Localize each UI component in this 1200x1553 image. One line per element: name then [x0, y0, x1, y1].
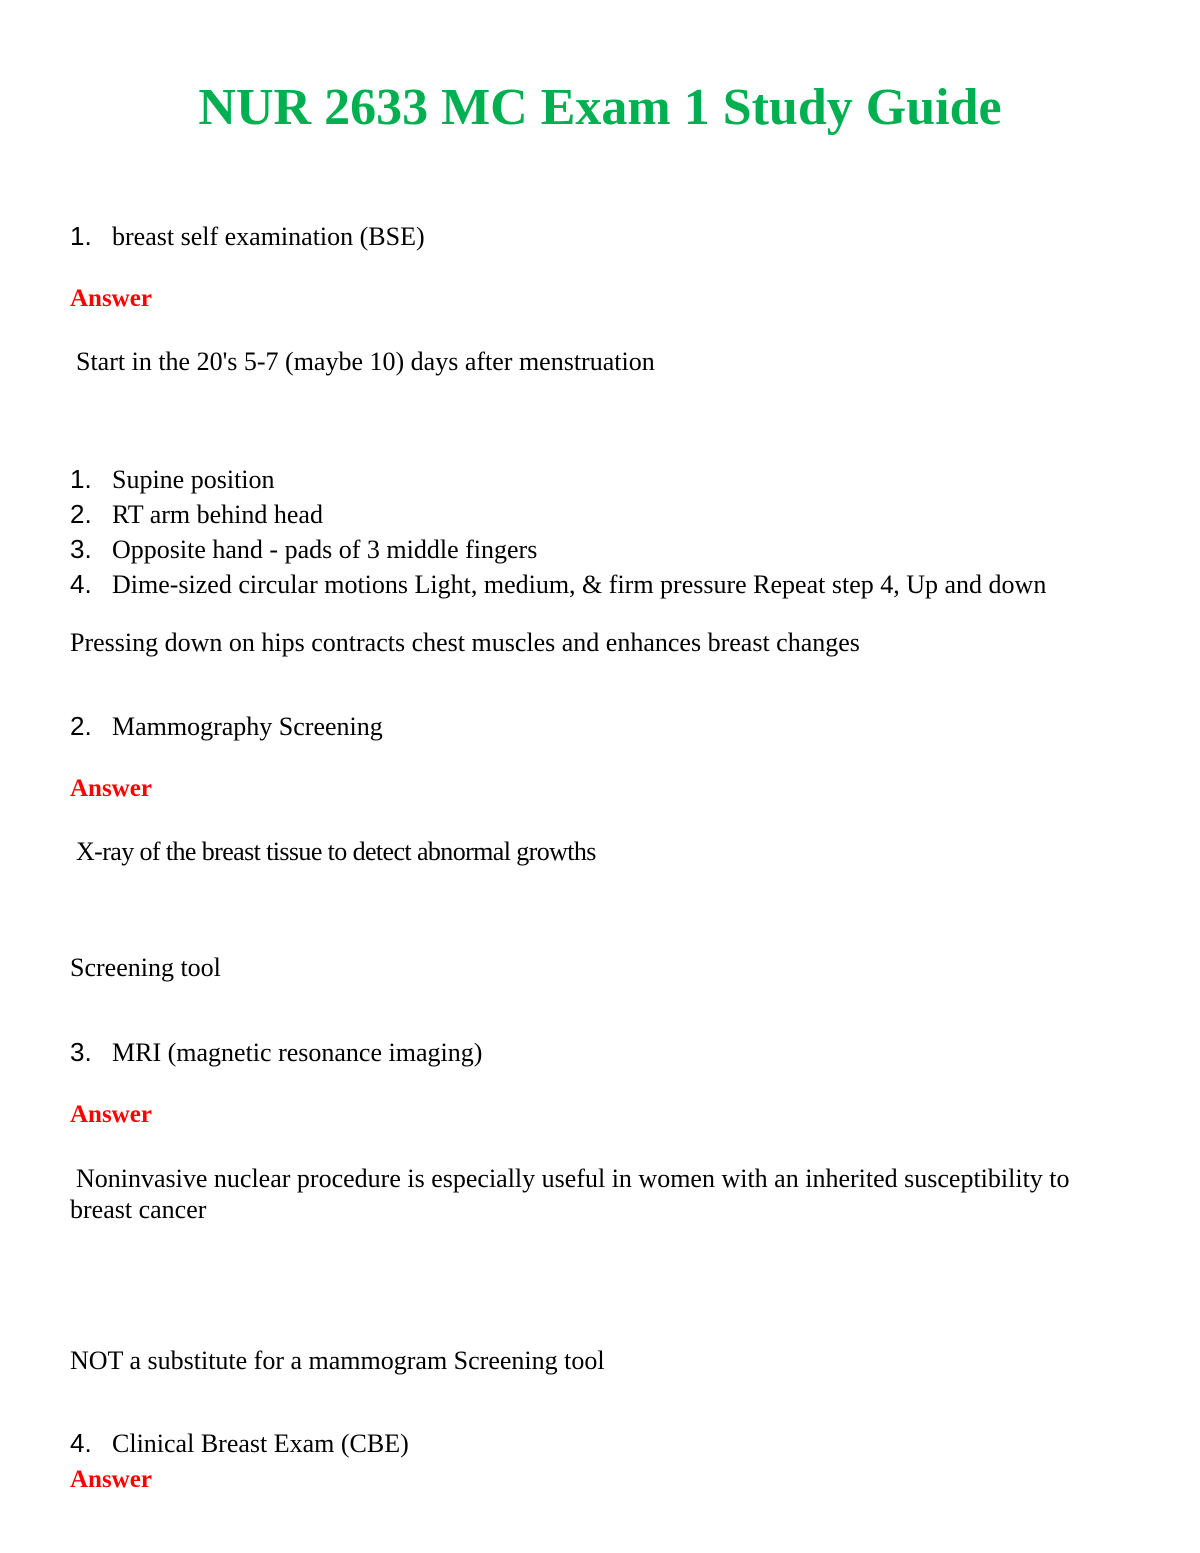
- note-text-2: Screening tool: [70, 953, 221, 982]
- question-number: 1.: [70, 221, 92, 251]
- answer-text-2: X-ray of the breast tissue to detect abnormal growths: [76, 837, 596, 866]
- question-number: 3.: [70, 1037, 92, 1067]
- question-text: breast self examination (BSE): [112, 222, 425, 251]
- question-2: [70, 710, 383, 743]
- answer-label-4: Answer: [70, 1466, 152, 1493]
- question-number: 2.: [70, 711, 92, 741]
- list-item: 4. Dime-sized circular motions Light, medium, & firm pressure Repeat step 4, Up and down: [70, 569, 1047, 599]
- list-item: 2. RT arm behind head: [70, 499, 323, 529]
- answer-label-3: Answer: [70, 1101, 152, 1128]
- bse-steps-list: [70, 462, 1046, 602]
- page-title: NUR 2633 MC Exam 1 Study Guide: [198, 79, 1002, 136]
- answer-text-1: Start in the 20's 5-7 (maybe 10) days after menstruation: [76, 347, 655, 376]
- list-item: 3. Opposite hand - pads of 3 middle fingers: [70, 534, 538, 564]
- question-text: Mammography Screening: [112, 712, 383, 741]
- question-text: Clinical Breast Exam (CBE): [112, 1429, 409, 1458]
- answer-label-1: Answer: [70, 285, 152, 312]
- note-text-3: NOT a substitute for a mammogram Screening tool: [70, 1346, 605, 1375]
- list-item: 1. Supine position: [70, 464, 275, 494]
- question-text: MRI (magnetic resonance imaging): [112, 1038, 483, 1067]
- note-text-1: Pressing down on hips contracts chest muscles and enhances breast changes: [70, 628, 860, 657]
- question-3: [70, 1036, 482, 1069]
- question-number: 4.: [70, 1428, 92, 1458]
- answer-label-2: Answer: [70, 775, 152, 802]
- question-4: [70, 1427, 409, 1460]
- question-1: [70, 220, 425, 253]
- answer-text-3: Noninvasive nuclear procedure is especially useful in women with an inherited susceptibility to breast cancer: [70, 1164, 1070, 1224]
